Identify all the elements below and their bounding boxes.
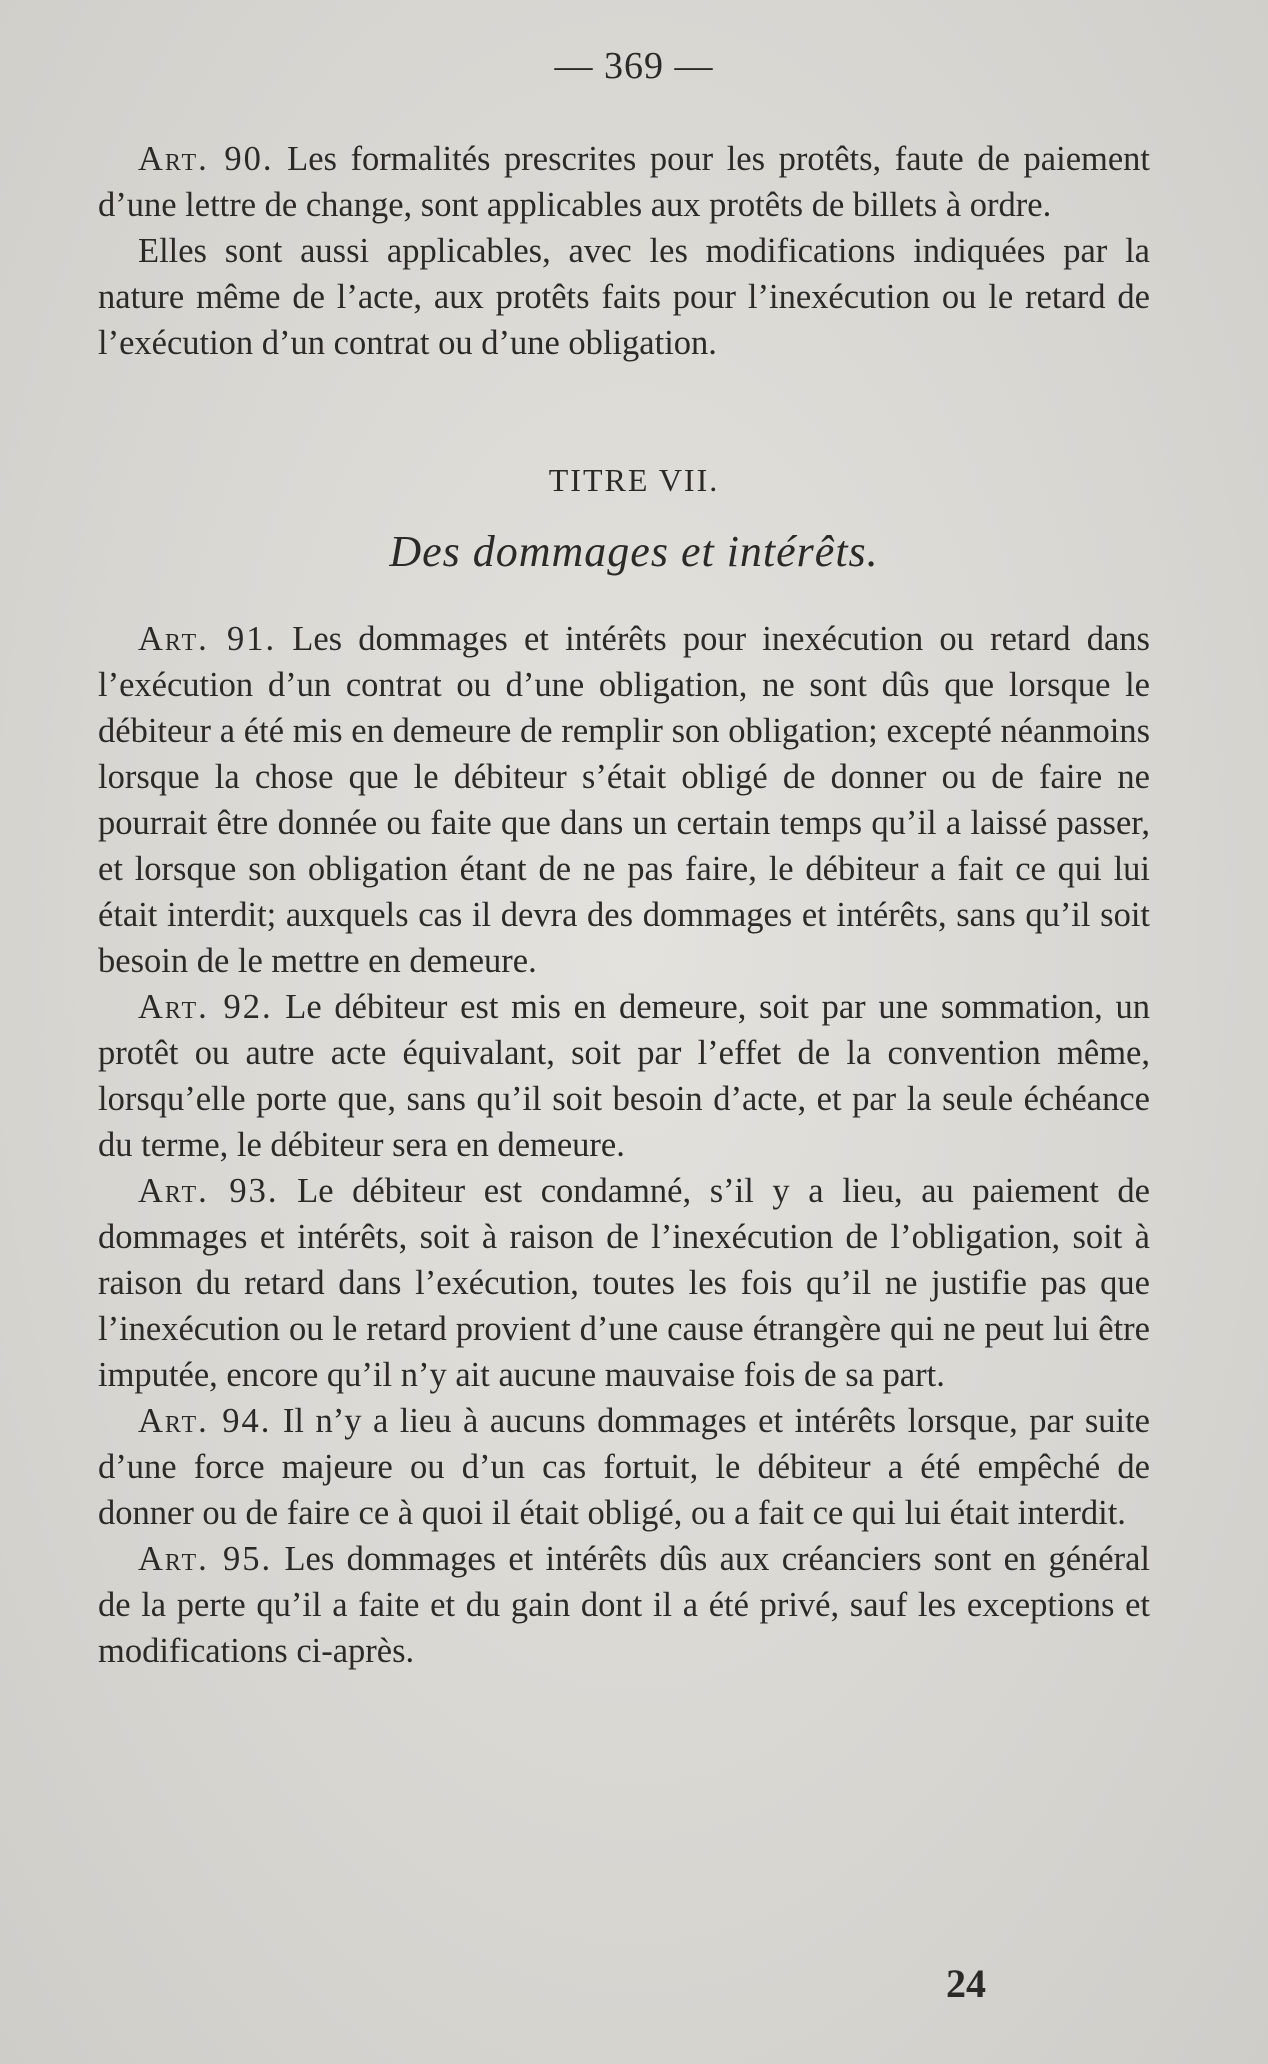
article-label: Art. 94. [138, 1402, 272, 1440]
article-95 [98, 1536, 1150, 1674]
article-label: Art. 95. [138, 1540, 273, 1578]
article-90-continuation [98, 228, 1150, 366]
article-94 [98, 1398, 1150, 1536]
page-number: — 369 — [554, 45, 714, 87]
article-label: Art. 93. [138, 1172, 279, 1210]
article-text: Les dommages et intérêts pour inexécution ou retard dans l’exécution d’un contrat ou d’une obligation, ne sont dûs que lorsque le débiteur a été mis en demeure de remplir son obligation; excepté néanmoins lorsque la chose que le débiteur s’était obligé de donner ou de faire ne pourrait être donnée ou faite que dans un certain temps qu’il a laissé passer, et lorsque son obligation étant de ne pas faire, le débiteur a fait ce qui lui était interdit; auxquels cas il devra des dommages et intérêts, sans qu’il soit besoin de le mettre en demeure. [98, 620, 1150, 980]
article-90 [98, 136, 1150, 228]
article-92 [98, 984, 1150, 1168]
article-label: Art. 92. [138, 988, 273, 1026]
article-label: Art. 90. [138, 140, 274, 178]
text-block-articles [98, 616, 1150, 1674]
article-91 [98, 616, 1150, 984]
section-subtitle: Des dommages et intérêts. [389, 527, 879, 576]
article-text: Elles sont aussi applicables, avec les modifications indiquées par la nature même de l’acte, aux protêts faits pour l’inexécution ou le retard de l’exécution d’un contrat ou d’une obligation. [98, 232, 1150, 362]
article-text: Les dommages et intérêts dûs aux créanciers sont en général de la perte qu’il a faite et du gain dont il a été privé, sauf les exceptions et modifications ci-après. [98, 1540, 1150, 1670]
text-block-art-90 [98, 136, 1150, 366]
section-title: TITRE VII. [548, 462, 720, 498]
article-label: Art. 91. [138, 620, 277, 658]
article-text: Les formalités prescrites pour les protêts, faute de paiement d’une lettre de change, sont applicables aux protêts de billets à ordre. [98, 140, 1150, 224]
signature-mark: 24 [946, 1961, 986, 2006]
article-93 [98, 1168, 1150, 1398]
article-text: Le débiteur est mis en demeure, soit par une sommation, un protêt ou autre acte équivalant, soit par l’effet de la convention même, lorsqu’elle porte que, sans qu’il soit besoin d’acte, et par la seule échéance du terme, le débiteur sera en demeure. [98, 988, 1150, 1164]
article-text: Le débiteur est condamné, s’il y a lieu, au paiement de dommages et intérêts, soit à raison de l’inexécution de l’obligation, soit à raison du retard dans l’exécution, toutes les fois qu’il ne justifie pas que l’inexécution ou le retard provient d’une cause étrangère qui ne peut lui être imputée, encore qu’il n’y ait aucune mauvaise fois de sa part. [98, 1172, 1150, 1394]
article-text: Il n’y a lieu à aucuns dommages et intérêts lorsque, par suite d’une force majeure ou d’un cas fortuit, le débiteur a été empêché de donner ou de faire ce à quoi il était obligé, ou a fait ce qui lui était interdit. [98, 1402, 1150, 1532]
